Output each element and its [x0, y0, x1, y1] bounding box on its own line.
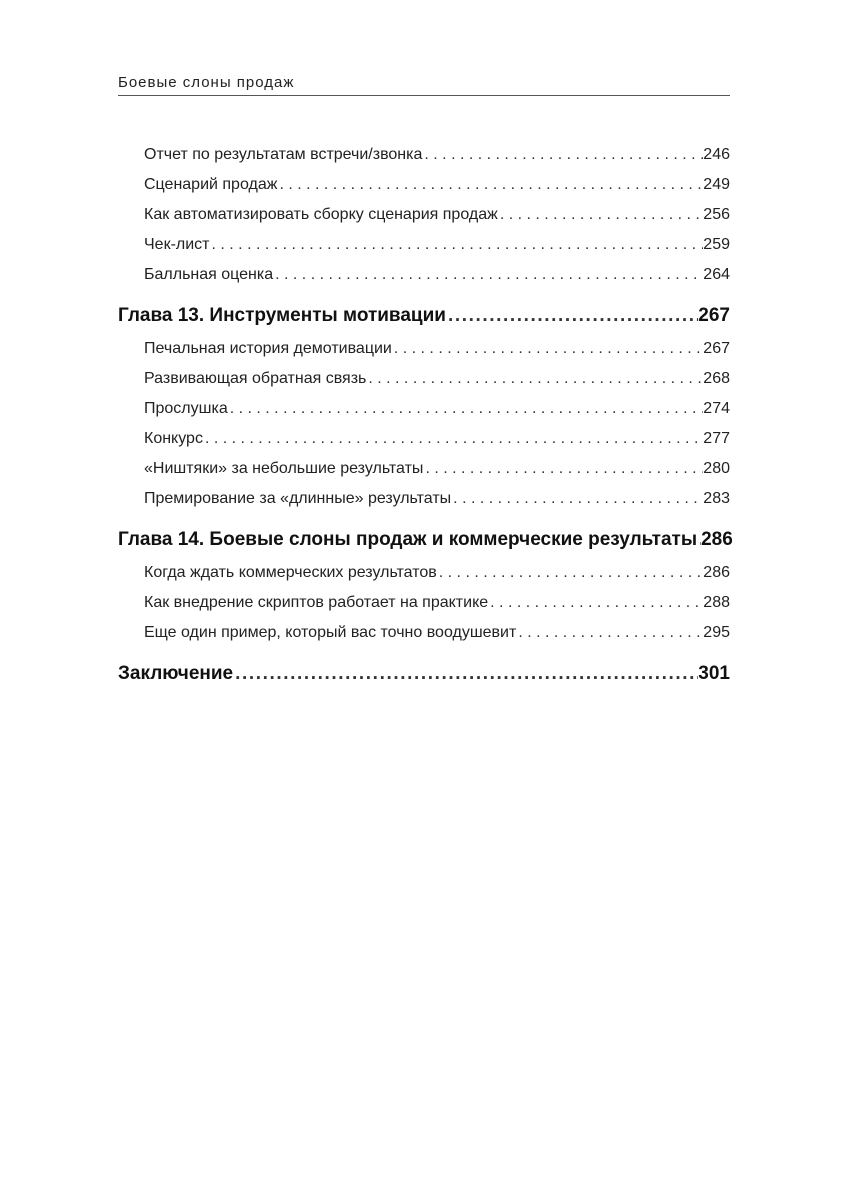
dot-leader [392, 334, 703, 364]
header-rule [118, 95, 730, 96]
toc-entry-page: 283 [703, 490, 730, 507]
toc-entry[interactable] [118, 200, 730, 230]
toc-entry-title: Еще один пример, который вас точно воодушевит [144, 624, 517, 641]
running-head: Боевые слоны продаж [118, 74, 295, 91]
dot-leader [366, 364, 703, 394]
toc-entry-title: Развивающая обратная связь [144, 370, 367, 387]
toc-entry-page: 274 [703, 400, 730, 417]
toc-entry-page: 249 [703, 176, 730, 193]
toc-entry-page: 268 [703, 370, 730, 387]
toc-entry[interactable] [118, 424, 730, 454]
dot-leader [203, 424, 703, 454]
toc-chapter-title: Глава 14. Боевые слоны продаж и коммерческие результаты [118, 529, 698, 550]
toc-entry[interactable] [118, 364, 730, 394]
toc-entry-page: 259 [703, 236, 730, 253]
dot-leader [516, 618, 703, 648]
dot-leader [228, 394, 704, 424]
toc-chapter-page: 301 [698, 663, 730, 684]
toc-entry[interactable] [118, 230, 730, 260]
toc-entry-page: 267 [703, 340, 730, 357]
toc-entry-title: Печальная история демотивации [144, 340, 392, 357]
dot-leader [498, 200, 703, 230]
toc-chapter-page: 286 [701, 529, 733, 550]
toc-entry-title: Сценарий продаж [144, 176, 278, 193]
toc-entry-title: «Ништяки» за небольшие результаты [144, 460, 424, 477]
toc-chapter-14[interactable] [118, 522, 733, 558]
toc-entry-title: Как внедрение скриптов работает на практике [144, 594, 489, 611]
dot-leader [488, 588, 703, 618]
table-of-contents [118, 140, 733, 692]
dot-leader [273, 260, 703, 290]
dot-leader [446, 298, 698, 334]
toc-entry[interactable] [118, 334, 730, 364]
toc-entry-page: 288 [703, 594, 730, 611]
toc-entry[interactable] [118, 394, 730, 424]
toc-chapter-page: 267 [698, 305, 730, 326]
toc-chapter-title: Глава 13. Инструменты мотивации [118, 305, 446, 326]
toc-entry-page: 264 [703, 266, 730, 283]
toc-entry[interactable] [118, 140, 730, 170]
dot-leader [422, 140, 703, 170]
dot-leader [277, 170, 703, 200]
toc-entry-title: Балльная оценка [144, 266, 274, 283]
toc-entry-page: 246 [703, 146, 730, 163]
dot-leader [451, 484, 703, 514]
toc-entry[interactable] [118, 260, 730, 290]
toc-entry-title: Премирование за «длинные» результаты [144, 490, 452, 507]
toc-chapter-13[interactable] [118, 298, 730, 334]
dot-leader [233, 656, 698, 692]
toc-entry[interactable] [118, 588, 730, 618]
toc-entry-title: Как автоматизировать сборку сценария продаж [144, 206, 498, 223]
toc-entry-page: 256 [703, 206, 730, 223]
dot-leader [210, 230, 704, 260]
toc-entry[interactable] [118, 618, 730, 648]
toc-entry[interactable] [118, 454, 730, 484]
toc-entry-title: Чек-лист [144, 236, 210, 253]
toc-entry-page: 277 [703, 430, 730, 447]
dot-leader [423, 454, 703, 484]
toc-entry[interactable] [118, 558, 730, 588]
toc-entry-title: Когда ждать коммерческих результатов [144, 564, 437, 581]
toc-entry[interactable] [118, 170, 730, 200]
toc-entry-page: 295 [703, 624, 730, 641]
toc-entry-title: Отчет по результатам встречи/звонка [144, 146, 423, 163]
toc-entry[interactable] [118, 484, 730, 514]
toc-chapter-title: Заключение [118, 663, 234, 684]
toc-entry-title: Конкурс [144, 430, 203, 447]
dot-leader [437, 558, 704, 588]
toc-entry-page: 286 [703, 564, 730, 581]
toc-conclusion[interactable] [118, 656, 730, 692]
toc-entry-page: 280 [703, 460, 730, 477]
toc-entry-title: Прослушка [144, 400, 228, 417]
